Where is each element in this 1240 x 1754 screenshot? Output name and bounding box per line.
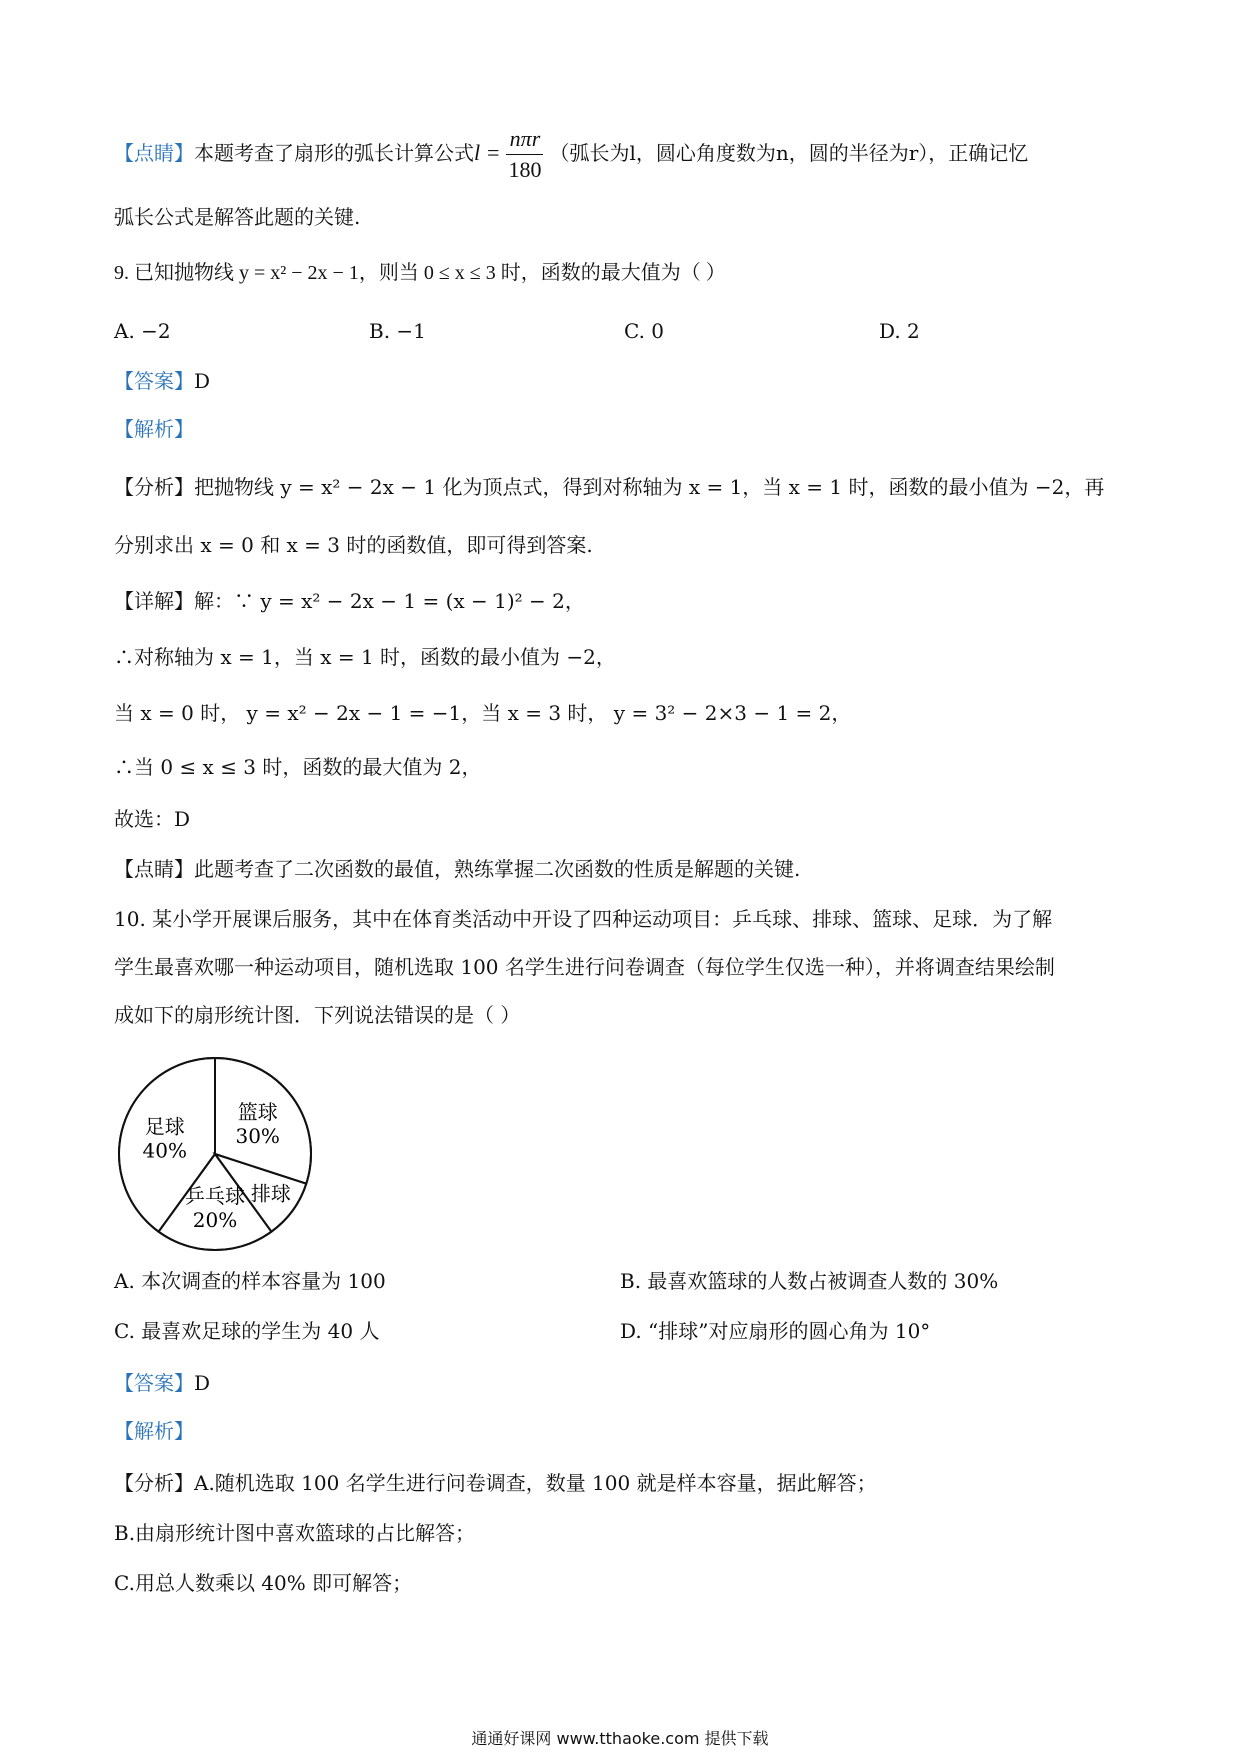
arc-length-fraction bbox=[506, 124, 543, 185]
pie-value-pingpong: 20% bbox=[192, 1207, 238, 1232]
q9-option-b: B. −1 bbox=[369, 319, 426, 343]
pie-label-pingpong: 乒乓球 bbox=[185, 1183, 245, 1208]
q10-option-b: B. 最喜欢篮球的人数占被调查人数的 30% bbox=[620, 1269, 999, 1293]
detail-text: 解：∵ y = x² − 2x − 1 = (x − 1)² − 2， bbox=[194, 589, 585, 613]
q9-analysis-l2: 分别求出 x = 0 和 x = 3 时的函数值，即可得到答案. bbox=[114, 533, 593, 557]
pie-chart bbox=[104, 1052, 334, 1252]
q10-stem-l3: 成如下的扇形统计图．下列说法错误的是（ ） bbox=[114, 1003, 521, 1027]
q8-point-text: 本题考查了扇形的弧长计算公式 bbox=[194, 141, 474, 165]
arc-length-lhs: l = bbox=[474, 140, 501, 165]
q10-analysis-l2: B.由扇形统计图中喜欢篮球的占比解答； bbox=[114, 1521, 476, 1545]
point-text: 此题考查了二次函数的最值，熟练掌握二次函数的性质是解题的关键. bbox=[194, 857, 801, 881]
q9-detail-l1 bbox=[114, 586, 585, 616]
q9-point bbox=[114, 854, 800, 884]
pie-value-football: 40% bbox=[142, 1138, 188, 1163]
q9-analysis-l1 bbox=[114, 472, 1104, 502]
q10-stem-l2: 学生最喜欢哪一种运动项目，随机选取 100 名学生进行问卷调查（每位学生仅选一种），并将调查结果绘制 bbox=[114, 955, 1055, 979]
q8-point-text2: （弧长为l，圆心角度数为n，圆的半径为r），正确记忆 bbox=[549, 141, 1029, 165]
answer-value: D bbox=[194, 369, 211, 393]
q10-analysis-l1 bbox=[114, 1468, 877, 1498]
q10-option-a: A. 本次调查的样本容量为 100 bbox=[114, 1269, 386, 1293]
pie-value-basketball: 30% bbox=[235, 1123, 280, 1148]
point-label: 【点睛】 bbox=[114, 857, 194, 881]
q9-analysis-tag: 【解析】 bbox=[114, 417, 194, 441]
detail-label: 【详解】 bbox=[114, 589, 194, 613]
q10-analysis-tag: 【解析】 bbox=[114, 1419, 194, 1443]
analysis-text: A.随机选取 100 名学生进行问卷调查，数量 100 就是样本容量，据此解答； bbox=[194, 1471, 877, 1495]
pie-label-volleyball: 排球 bbox=[250, 1181, 291, 1206]
q9-option-d: D. 2 bbox=[879, 319, 920, 343]
q9-option-a: A. −2 bbox=[114, 319, 171, 343]
q9-stem: 9. 已知抛物线 y = x² − 2x − 1，则当 0 ≤ x ≤ 3 时，函数的最大值为（ ） bbox=[114, 262, 726, 284]
pie-label-football: 足球 bbox=[144, 1114, 185, 1139]
answer-tag: 【答案】 bbox=[114, 1371, 194, 1395]
q9-option-c: C. 0 bbox=[624, 319, 665, 343]
q9-detail-l5: 故选：D bbox=[114, 807, 191, 831]
q9-detail-l4: ∴当 0 ≤ x ≤ 3 时，函数的最大值为 2， bbox=[114, 755, 482, 779]
q8-point-tag: 【点睛】 bbox=[114, 141, 194, 165]
q10-option-d: D. “排球”对应扇形的圆心角为 10° bbox=[620, 1319, 931, 1343]
q9-detail-l2: ∴对称轴为 x = 1，当 x = 1 时，函数的最小值为 −2， bbox=[114, 645, 616, 669]
q10-option-c: C. 最喜欢足球的学生为 40 人 bbox=[114, 1319, 380, 1343]
analysis-label: 【分析】 bbox=[114, 475, 194, 499]
analysis-label: 【分析】 bbox=[114, 1471, 194, 1495]
pie-label-basketball: 篮球 bbox=[237, 1099, 278, 1124]
footer-watermark: 通通好课网 www.tthaoke.com 提供下载 bbox=[471, 1729, 769, 1748]
answer-tag: 【答案】 bbox=[114, 369, 194, 393]
fraction-numerator: nπr bbox=[506, 124, 543, 155]
q9-answer bbox=[114, 366, 210, 396]
q10-stem-l1: 10. 某小学开展课后服务，其中在体育类活动中开设了四种运动项目：乒乓球、排球、篮球、足球．为了解 bbox=[114, 907, 1053, 931]
q8-point-line2: 弧长公式是解答此题的关键. bbox=[114, 205, 361, 229]
fraction-denominator: 180 bbox=[508, 157, 542, 182]
q8-point-line1 bbox=[114, 124, 1028, 185]
analysis-text: 把抛物线 y = x² − 2x − 1 化为顶点式，得到对称轴为 x = 1，当 x = 1 时，函数的最小值为 −2，再 bbox=[194, 475, 1105, 499]
q10-answer bbox=[114, 1368, 210, 1398]
q9-detail-l3: 当 x = 0 时， y = x² − 2x − 1 = −1，当 x = 3 时， y = 3² − 2×3 − 1 = 2， bbox=[114, 701, 852, 725]
q10-analysis-l3: C.用总人数乘以 40% 即可解答； bbox=[114, 1571, 413, 1595]
answer-value: D bbox=[194, 1371, 211, 1395]
